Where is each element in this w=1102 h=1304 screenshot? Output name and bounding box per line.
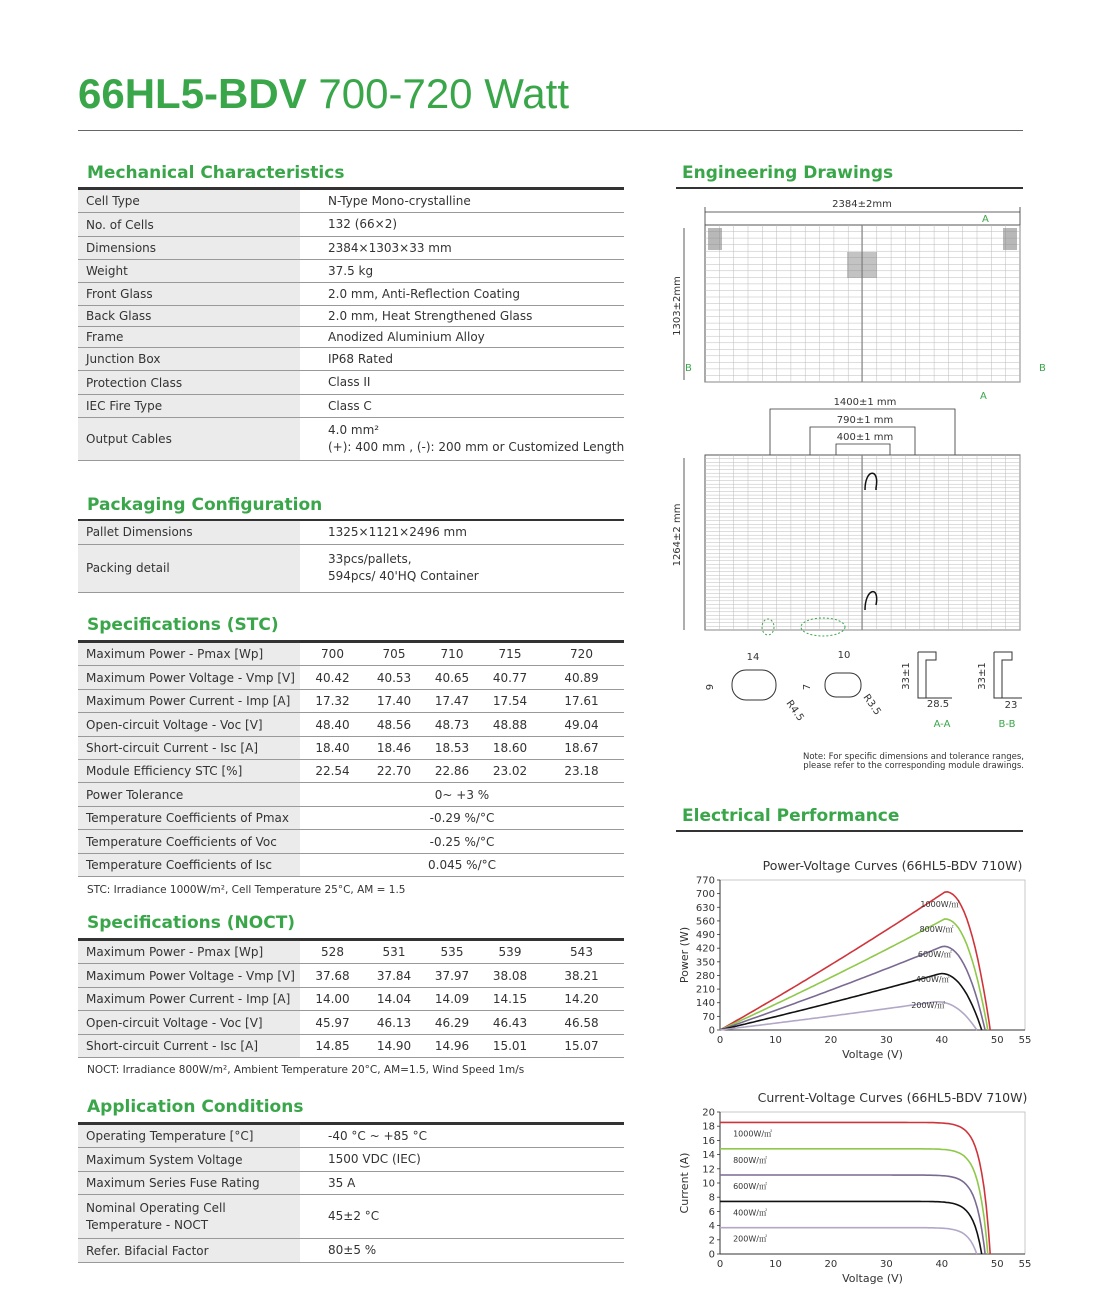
- row-label: Maximum Power Voltage - Vmp [V]: [78, 964, 300, 988]
- row-value: 18.46: [365, 737, 423, 760]
- y-tick-label: 490: [695, 930, 715, 942]
- row-value: [300, 418, 624, 461]
- row-value: 15.07: [539, 1035, 624, 1058]
- section-b-left-label: B: [685, 363, 692, 374]
- row-value: 1500 VDC (IEC): [300, 1148, 624, 1172]
- row-value: 48.40: [300, 713, 365, 737]
- stc-note: STC: Irradiance 1000W/m², Cell Temperature 25°C, AM = 1.5: [87, 884, 406, 896]
- row-value: 710: [423, 643, 481, 666]
- row-value: 40.89: [539, 666, 624, 690]
- row-value: 14.00: [300, 988, 365, 1011]
- row-value: 535: [423, 941, 481, 964]
- row-value: 17.47: [423, 690, 481, 713]
- current-voltage-chart: [670, 1082, 1050, 1297]
- row-value: 46.58: [539, 1011, 624, 1035]
- table-row: [78, 1172, 624, 1195]
- table-row: [78, 760, 624, 783]
- row-label: Weight: [78, 260, 300, 283]
- row-value: 14.09: [423, 988, 481, 1011]
- x-tick-label: 20: [824, 1259, 838, 1270]
- x-tick-label: 50: [990, 1259, 1004, 1270]
- drawings-rule: [676, 187, 1023, 189]
- y-tick-label: 70: [702, 1011, 715, 1023]
- row-label: Maximum Series Fuse Rating: [78, 1172, 300, 1195]
- row-label: Junction Box: [78, 348, 300, 371]
- table-row: [78, 306, 624, 327]
- row-value: 14.85: [300, 1035, 365, 1058]
- row-label: Maximum Power Voltage - Vmp [V]: [78, 666, 300, 690]
- series-label: 800W/㎡: [733, 1155, 767, 1165]
- table-row: [78, 190, 624, 213]
- row-value: 18.60: [481, 737, 539, 760]
- row-label: Packing detail: [78, 544, 300, 592]
- row-value: 48.56: [365, 713, 423, 737]
- y-tick-label: 10: [702, 1178, 715, 1190]
- x-tick-label: 55: [1018, 1035, 1032, 1046]
- table-row: [78, 1011, 624, 1035]
- row-value: Class II: [300, 371, 624, 395]
- table-row: [78, 1195, 624, 1239]
- drawing-note-2: please refer to the corresponding module drawings.: [803, 761, 1024, 771]
- packaging-title: Packaging Configuration: [87, 495, 323, 515]
- row-value: 539: [481, 941, 539, 964]
- row-value: 715: [481, 643, 539, 666]
- row-value: 18.53: [423, 737, 481, 760]
- y-axis-label: Current (A): [678, 1152, 691, 1214]
- row-value: 23.02: [481, 760, 539, 783]
- slot2-width: 10: [837, 650, 851, 661]
- row-value: 40.53: [365, 666, 423, 690]
- row-value: 18.40: [300, 737, 365, 760]
- x-tick-label: 50: [990, 1035, 1004, 1046]
- mechanical-table: [78, 189, 624, 461]
- aa-height: 33±1: [901, 662, 912, 690]
- drawing-note-1: Note: For specific dimensions and tolerance ranges,: [802, 752, 1024, 762]
- noct-table: [78, 940, 624, 1058]
- row-value: 17.32: [300, 690, 365, 713]
- back-dim-1: 1400±1 mm: [833, 397, 897, 408]
- table-row: [78, 327, 624, 348]
- y-tick-label: 210: [695, 984, 715, 996]
- cable-size: 4.0 mm²: [328, 423, 380, 437]
- y-tick-label: 0: [708, 1249, 715, 1261]
- y-tick-label: 350: [695, 957, 715, 969]
- y-tick-label: 280: [695, 970, 715, 982]
- stc-table: [78, 642, 624, 877]
- x-tick-label: 30: [879, 1259, 893, 1270]
- slot2-shape: [825, 673, 861, 697]
- packing-line-2: 594pcs/ 40'HQ Container: [328, 569, 479, 583]
- application-title: Application Conditions: [87, 1097, 304, 1117]
- row-value: 38.21: [539, 964, 624, 988]
- row-value: N-Type Mono-crystalline: [300, 190, 624, 213]
- power-voltage-chart: [670, 850, 1050, 1070]
- row-value: 48.88: [481, 713, 539, 737]
- row-label: Front Glass: [78, 283, 300, 306]
- y-tick-label: 420: [695, 943, 715, 955]
- row-value: -0.29 %/°C: [300, 807, 624, 830]
- row-value: 80±5 %: [300, 1239, 624, 1263]
- front-height-label: 1303±2mm: [672, 276, 683, 336]
- row-value: 720: [539, 643, 624, 666]
- row-value: 35 A: [300, 1172, 624, 1195]
- bb-label: B-B: [998, 719, 1016, 730]
- back-height-label: 1264±2 mm: [672, 503, 683, 567]
- row-label: Short-circuit Current - Isc [A]: [78, 737, 300, 760]
- title-rule: [78, 130, 1023, 131]
- row-label: Temperature Coefficients of Pmax: [78, 807, 300, 830]
- y-tick-label: 18: [702, 1121, 715, 1133]
- row-value: 14.96: [423, 1035, 481, 1058]
- row-value: 2384×1303×33 mm: [300, 237, 624, 260]
- y-tick-label: 16: [702, 1135, 715, 1147]
- row-label: Temperature Coefficients of Isc: [78, 854, 300, 877]
- x-tick-label: 0: [716, 1035, 724, 1046]
- y-tick-label: 0: [708, 1025, 715, 1037]
- row-label: Maximum Power - Pmax [Wp]: [78, 643, 300, 666]
- engineering-drawings: [660, 190, 1060, 780]
- table-row: [78, 854, 624, 877]
- row-label: Temperature Coefficients of Voc: [78, 830, 300, 854]
- row-value: 37.5 kg: [300, 260, 624, 283]
- row-label: Open-circuit Voltage - Voc [V]: [78, 713, 300, 737]
- table-row: [78, 1239, 624, 1263]
- noct-temp-line-2: Temperature - NOCT: [86, 1217, 209, 1232]
- row-value: 528: [300, 941, 365, 964]
- series-label: 800W/㎡: [919, 924, 954, 934]
- row-value: Anodized Aluminium Alloy: [300, 327, 624, 348]
- table-row: [78, 783, 624, 807]
- table-row: [78, 544, 624, 592]
- y-tick-label: 700: [695, 889, 715, 901]
- noct-temp-line-1: Nominal Operating Cell: [86, 1200, 226, 1215]
- slot2-height: 7: [802, 683, 813, 691]
- row-value: 46.29: [423, 1011, 481, 1035]
- row-value: 14.90: [365, 1035, 423, 1058]
- row-value: -40 °C ~ +85 °C: [300, 1125, 624, 1148]
- row-label: Dimensions: [78, 237, 300, 260]
- x-axis-label: Voltage (V): [842, 1048, 903, 1061]
- table-row: [78, 283, 624, 306]
- slot1-shape: [732, 670, 776, 700]
- y-tick-label: 12: [702, 1164, 715, 1176]
- x-tick-label: 30: [879, 1035, 893, 1046]
- row-label: Short-circuit Current - Isc [A]: [78, 1035, 300, 1058]
- x-tick-label: 0: [716, 1259, 724, 1270]
- row-label: No. of Cells: [78, 213, 300, 237]
- slot1-radius: R4.5: [783, 698, 806, 724]
- back-dim-2: 790±1 mm: [836, 415, 894, 426]
- row-value: 0~ +3 %: [300, 783, 624, 807]
- series-label: 1000W/㎡: [733, 1129, 773, 1139]
- x-tick-label: 10: [769, 1259, 782, 1270]
- row-value: 37.97: [423, 964, 481, 988]
- row-label: Back Glass: [78, 306, 300, 327]
- back-dim-3: 400±1 mm: [836, 432, 894, 443]
- row-value: 22.70: [365, 760, 423, 783]
- row-value: 37.68: [300, 964, 365, 988]
- x-tick-label: 40: [935, 1035, 949, 1046]
- slot1-width: 14: [746, 652, 760, 663]
- row-value: 543: [539, 941, 624, 964]
- y-tick-label: 140: [695, 998, 715, 1010]
- y-tick-label: 4: [708, 1221, 715, 1233]
- row-value: 22.54: [300, 760, 365, 783]
- row-value: 49.04: [539, 713, 624, 737]
- row-label: Maximum Power Current - Imp [A]: [78, 988, 300, 1011]
- slot1-height: 9: [705, 683, 716, 691]
- row-label: Operating Temperature [°C]: [78, 1125, 300, 1148]
- row-value: 0.045 %/°C: [300, 854, 624, 877]
- row-label: Module Efficiency STC [%]: [78, 760, 300, 783]
- chart-title: Power-Voltage Curves (66HL5-BDV 710W): [762, 858, 1023, 873]
- table-row: [78, 988, 624, 1011]
- table-row: [78, 830, 624, 854]
- row-value: 1325×1121×2496 mm: [300, 521, 624, 544]
- row-value: 531: [365, 941, 423, 964]
- noct-title: Specifications (NOCT): [87, 913, 296, 933]
- electrical-title: Electrical Performance: [682, 806, 900, 826]
- row-value: 17.40: [365, 690, 423, 713]
- y-tick-label: 770: [695, 875, 715, 887]
- y-axis-label: Power (W): [678, 926, 691, 984]
- x-axis-label: Voltage (V): [842, 1272, 903, 1285]
- series-label: 200W/㎡: [911, 1001, 946, 1011]
- row-label: Power Tolerance: [78, 783, 300, 807]
- table-row: [78, 1148, 624, 1172]
- section-a-top-label: A: [982, 214, 989, 225]
- row-label: Output Cables: [78, 418, 300, 461]
- row-value: 45±2 °C: [300, 1195, 624, 1239]
- x-tick-label: 40: [935, 1259, 949, 1270]
- table-row: [78, 260, 624, 283]
- row-value: 38.08: [481, 964, 539, 988]
- row-value: 37.84: [365, 964, 423, 988]
- row-value: 17.61: [539, 690, 624, 713]
- y-tick-label: 630: [695, 902, 715, 914]
- row-value: 15.01: [481, 1035, 539, 1058]
- table-row: [78, 371, 624, 395]
- table-row: [78, 964, 624, 988]
- row-value: 40.65: [423, 666, 481, 690]
- y-tick-label: 6: [708, 1206, 715, 1218]
- table-row: [78, 1125, 624, 1148]
- row-label: [78, 1195, 300, 1239]
- stc-title: Specifications (STC): [87, 615, 279, 635]
- section-a-bottom-label: A: [980, 391, 987, 402]
- row-label: Maximum Power Current - Imp [A]: [78, 690, 300, 713]
- table-row: [78, 690, 624, 713]
- row-label: Protection Class: [78, 371, 300, 395]
- series-label: 600W/㎡: [917, 949, 952, 959]
- x-tick-label: 55: [1018, 1259, 1032, 1270]
- row-label: Pallet Dimensions: [78, 521, 300, 544]
- bb-profile: [994, 652, 1022, 698]
- row-value: 705: [365, 643, 423, 666]
- section-b-right-label: B: [1039, 363, 1046, 374]
- row-value: 40.77: [481, 666, 539, 690]
- aa-width: 28.5: [926, 699, 950, 710]
- drawings-title: Engineering Drawings: [682, 163, 894, 183]
- row-value: [300, 544, 624, 592]
- aa-profile: [918, 652, 952, 698]
- row-value: 46.13: [365, 1011, 423, 1035]
- power-range: 700-720 Watt: [318, 70, 569, 117]
- series-label: 400W/㎡: [733, 1208, 767, 1218]
- table-row: [78, 941, 624, 964]
- row-label: Frame: [78, 327, 300, 348]
- packing-line-1: 33pcs/pallets,: [328, 552, 412, 566]
- chart-title: Current-Voltage Curves (66HL5-BDV 710W): [757, 1090, 1028, 1105]
- row-value: Class C: [300, 395, 624, 418]
- x-tick-label: 20: [824, 1035, 838, 1046]
- x-tick-label: 10: [769, 1035, 782, 1046]
- table-row: [78, 348, 624, 371]
- bb-height: 33±1: [977, 662, 988, 690]
- aa-label: A-A: [933, 719, 951, 730]
- row-value: 2.0 mm, Anti-Reflection Coating: [300, 283, 624, 306]
- row-value: 132 (66×2): [300, 213, 624, 237]
- row-value: 14.20: [539, 988, 624, 1011]
- application-table: [78, 1124, 624, 1263]
- series-label: 600W/㎡: [733, 1182, 767, 1192]
- front-width-label: 2384±2mm: [832, 199, 892, 210]
- mechanical-title: Mechanical Characteristics: [87, 163, 345, 183]
- row-value: 22.86: [423, 760, 481, 783]
- row-label: Refer. Bifacial Factor: [78, 1239, 300, 1263]
- row-label: Cell Type: [78, 190, 300, 213]
- y-tick-label: 20: [702, 1107, 715, 1119]
- row-value: 40.42: [300, 666, 365, 690]
- model-name: 66HL5-BDV: [78, 70, 307, 117]
- table-row: [78, 395, 624, 418]
- bb-width: 23: [1004, 700, 1018, 711]
- y-tick-label: 2: [708, 1235, 715, 1247]
- row-label: Maximum Power - Pmax [Wp]: [78, 941, 300, 964]
- y-tick-label: 560: [695, 916, 715, 928]
- y-tick-label: 8: [708, 1192, 715, 1204]
- row-value: 45.97: [300, 1011, 365, 1035]
- row-value: 18.67: [539, 737, 624, 760]
- table-row: [78, 521, 624, 544]
- series-label: 400W/㎡: [915, 975, 950, 985]
- series-label: 1000W/㎡: [920, 899, 960, 909]
- row-value: 14.15: [481, 988, 539, 1011]
- page-title: [78, 70, 569, 118]
- table-row: [78, 418, 624, 461]
- row-value: 46.43: [481, 1011, 539, 1035]
- table-row: [78, 213, 624, 237]
- table-row: [78, 807, 624, 830]
- row-label: Maximum System Voltage: [78, 1148, 300, 1172]
- cable-length: (+): 400 mm , (-): 200 mm or Customized Length: [328, 440, 625, 454]
- row-value: 17.54: [481, 690, 539, 713]
- row-label: IEC Fire Type: [78, 395, 300, 418]
- table-row: [78, 1035, 624, 1058]
- packaging-table: [78, 521, 624, 593]
- row-label: Open-circuit Voltage - Voc [V]: [78, 1011, 300, 1035]
- row-value: -0.25 %/°C: [300, 830, 624, 854]
- electrical-rule: [676, 830, 1023, 832]
- series-label: 200W/㎡: [733, 1234, 767, 1244]
- y-tick-label: 14: [702, 1150, 715, 1162]
- table-row: [78, 643, 624, 666]
- row-value: IP68 Rated: [300, 348, 624, 371]
- slot2-radius: R3.5: [860, 692, 883, 718]
- row-value: 23.18: [539, 760, 624, 783]
- table-row: [78, 237, 624, 260]
- row-value: 700: [300, 643, 365, 666]
- table-row: [78, 666, 624, 690]
- row-value: 48.73: [423, 713, 481, 737]
- table-row: [78, 713, 624, 737]
- row-value: 2.0 mm, Heat Strengthened Glass: [300, 306, 624, 327]
- row-value: 14.04: [365, 988, 423, 1011]
- noct-note: NOCT: Irradiance 800W/m², Ambient Temperature 20°C, AM=1.5, Wind Speed 1m/s: [87, 1064, 525, 1076]
- table-row: [78, 737, 624, 760]
